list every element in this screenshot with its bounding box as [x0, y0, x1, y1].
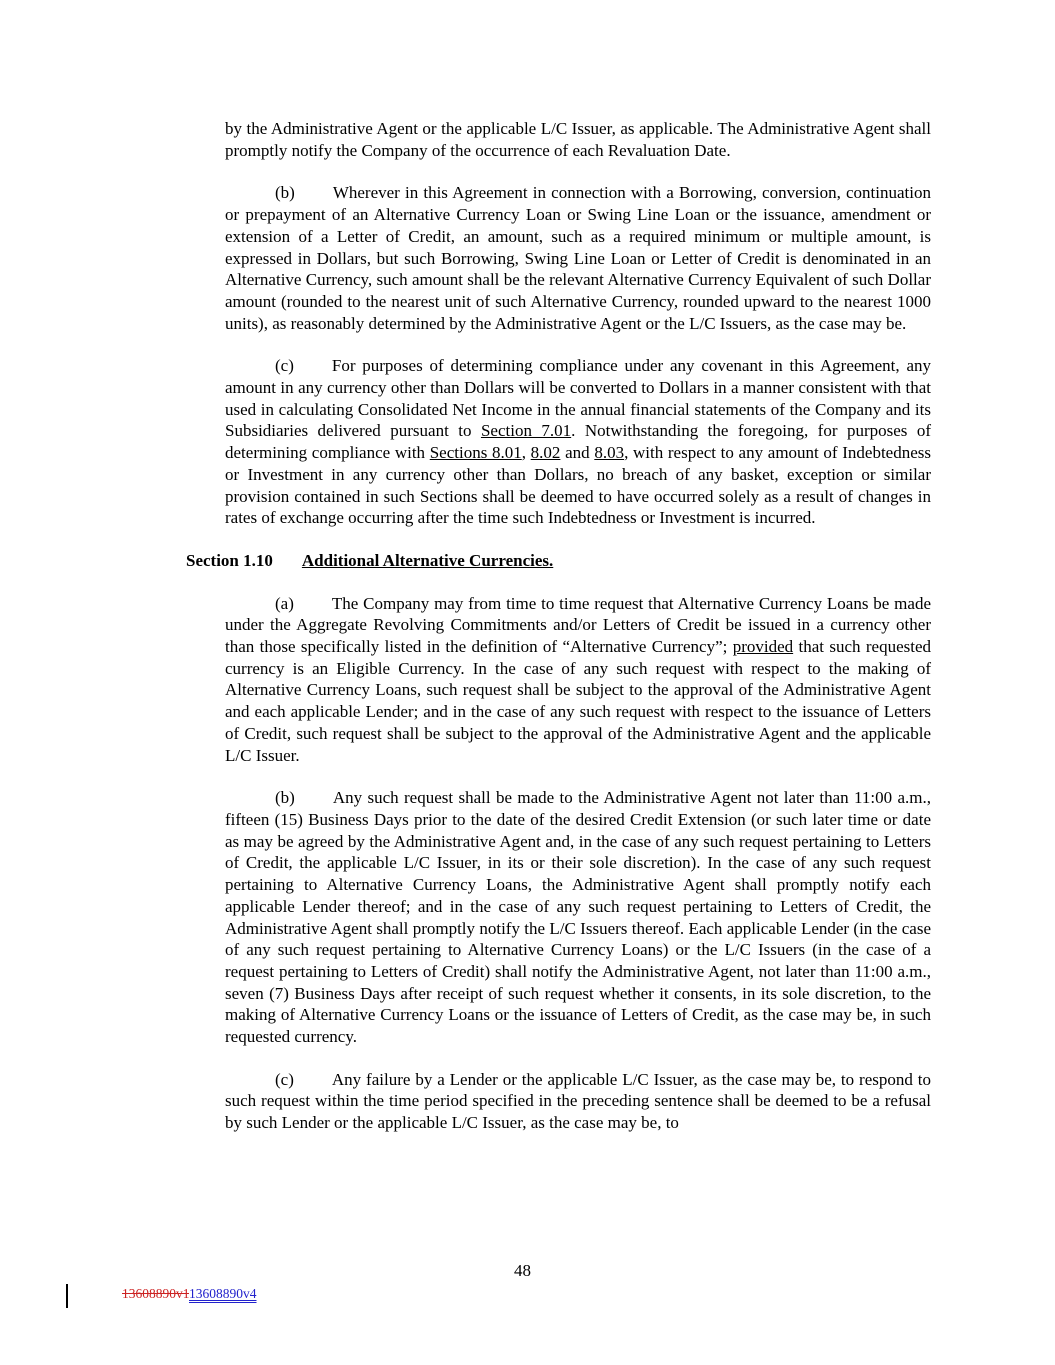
- section-heading: [186, 550, 931, 572]
- inserted-doc-id: 13608890v4: [189, 1286, 257, 1301]
- paragraph-c: [225, 1069, 931, 1134]
- body-text: Any failure by a Lender or the applicable L/C Issuer, as the case may be, to respond to such request within the time period specified in the preceding sentence shall be deemed to be a refusal by such Lender or the applicable L/C Issuer, as the case may be, to: [225, 1069, 931, 1133]
- underlined-text: provided: [732, 637, 794, 657]
- section-number: Section 1.10: [186, 550, 273, 570]
- paragraph-label: (b): [275, 788, 295, 808]
- section-title: Additional Alternative Currencies.: [301, 550, 554, 570]
- underlined-text: 8.03: [594, 443, 625, 463]
- body-text: , with respect to any amount of Indebtedness or Investment in any currency other than Dollars, no breach of any basket, exception or similar provision contained in such Sections shall be deemed to have occurred solely as a result of changes in rates of exchange occurring after the time such Indebtedness or Investment is incurred.: [225, 443, 932, 528]
- body-text: ,: [521, 443, 531, 463]
- paragraph-label: (a): [275, 593, 294, 613]
- paragraph-b: [225, 787, 931, 1047]
- underlined-text: Section 7.01: [480, 421, 572, 441]
- body-text: Any such request shall be made to the Administrative Agent not later than 11:00 a.m., fifteen (15) Business Days prior to the date of the desired Credit Extension (or such later time or date as may be agreed by the Administrative Agent and, in the case of any such request pertaining to Letters of Credit, the applicable L/C Issuer, in its or their sole discretion). In the case of any such request pertaining to Alternative Currency Loans, the Administrative Agent shall promptly notify each applicable Lender thereof; and in the case of any such request pertaining to Letters of Credit, the Administrative Agent shall promptly notify the L/C Issuers thereof. Each applicable Lender (in the case of any such request pertaining to Alternative Currency Loans) or the L/C Issuers (in the case of a request pertaining to Letters of Credit) shall notify the Administrative Agent, not later than 11:00 a.m., seven (7) Business Days after receipt of such request whether it consents, in its sole discretion, to the making of Alternative Currency Loans or the issuance of Letters of Credit, as the case may be, in such requested currency.: [225, 788, 931, 1047]
- change-bar: [66, 1284, 68, 1308]
- paragraph-label: (c): [275, 356, 294, 376]
- paragraph-a: [225, 593, 931, 767]
- body-text: . Notwithstanding the foregoing, for purposes of determining compliance with: [225, 421, 931, 463]
- paragraph-b: [225, 182, 931, 334]
- body-text: and: [560, 443, 595, 463]
- deleted-doc-id: 13608890v1: [122, 1286, 189, 1301]
- body-text: that such requested currency is an Eligible Currency. In the case of any such request with respect to the making of Alternative Currency Loans, such request shall be subject to the approval of the Administrative Agent and each applicable Lender; and in the case of any such request with respect to the issuance of Letters of Credit, such request shall be subject to the approval of the Administrative Agent and the applicable L/C Issuer.: [225, 637, 932, 765]
- body-text: For purposes of determining compliance under any covenant in this Agreement, any amount in any currency other than Dollars will be converted to Dollars in a manner consistent with that used in calculating Consolidated Net Income in the annual financial statements of the Company and its Subsidiaries delivered pursuant to: [225, 356, 931, 441]
- underlined-text: 8.02: [530, 443, 561, 463]
- revision-footer: [122, 1286, 257, 1302]
- paragraph-c: [225, 355, 931, 529]
- document-body: [186, 118, 931, 1155]
- page-number: 48: [514, 1261, 531, 1280]
- body-text: The Company may from time to time request that Alternative Currency Loans be made under the Aggregate Revolving Commitments and/or Letters of Credit be issued in a currency other than those specifically listed in the definition of “Alternative Currency”;: [225, 593, 931, 657]
- body-text: by the Administrative Agent or the applicable L/C Issuer, as applicable. The Administrative Agent shall promptly notify the Company of the occurrence of each Revaluation Date.: [225, 119, 931, 160]
- paragraph-label: (b): [275, 183, 295, 203]
- paragraph-label: (c): [275, 1069, 294, 1089]
- paragraph-continuation: [225, 118, 931, 161]
- underlined-text: Sections 8.01: [429, 443, 522, 463]
- body-text: Wherever in this Agreement in connection with a Borrowing, conversion, continuation or prepayment of an Alternative Currency Loan or Swing Line Loan or the issuance, amendment or extension of a Letter of Credit, an amount, such as a required minimum or multiple amount, is expressed in Dollars, but such Borrowing, Swing Line Loan or Letter of Credit is denominated in an Alternative Currency, such amount shall be the relevant Alternative Currency Equivalent of such Dollar amount (rounded to the nearest unit of such Alternative Currency, rounded upward to the nearest 1000 units), as reasonably determined by the Administrative Agent or the L/C Issuers, as the case may be.: [225, 183, 931, 333]
